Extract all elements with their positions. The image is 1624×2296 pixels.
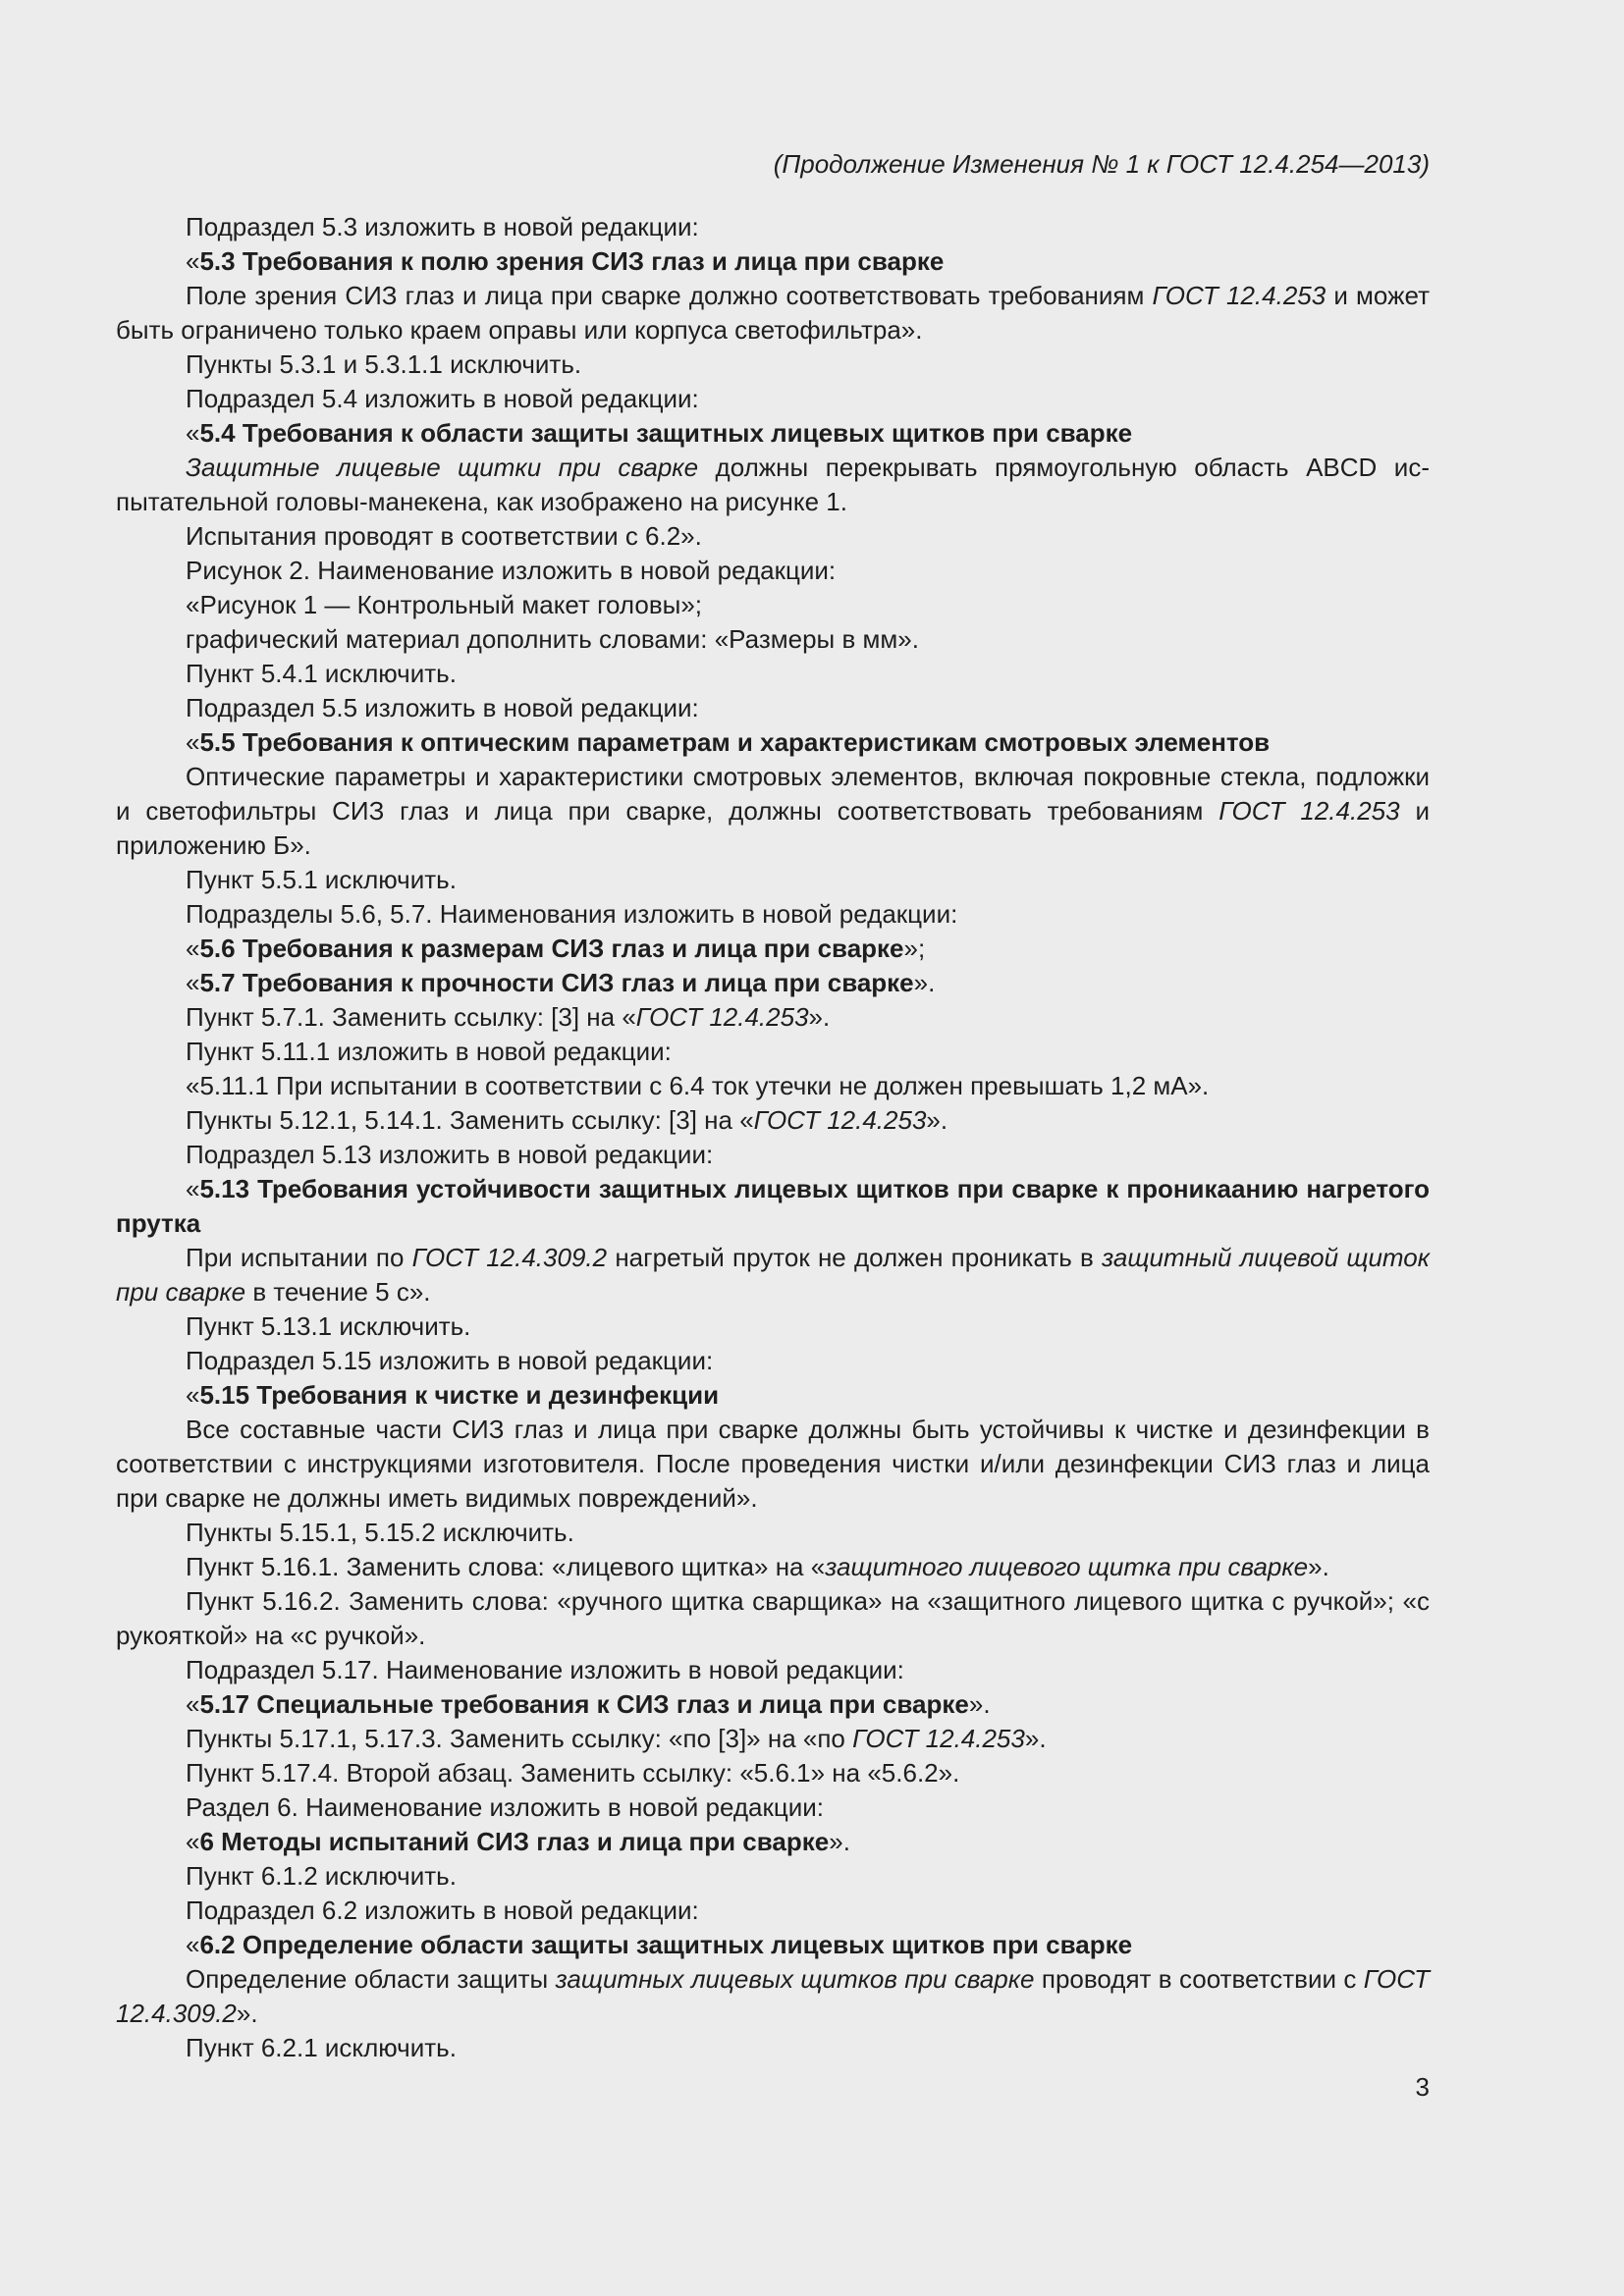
text-run: « <box>186 727 200 757</box>
text-run: »; <box>903 934 926 963</box>
bold-text: 5.17 Специальные требования к СИЗ глаз и лица при сварке <box>199 1689 969 1719</box>
text-run: «Рисунок 1 — Контрольный макет головы»; <box>186 590 703 619</box>
text-run: Подраздел 5.13 изложить в новой редакции: <box>186 1140 714 1169</box>
text-run: ». <box>1308 1552 1329 1581</box>
italic-text: ГОСТ 12.4.253 <box>1218 796 1400 826</box>
text-run: Пункт 5.16.1. Заменить слова: «лицевого щитка» на « <box>186 1552 826 1581</box>
text-run: Подраздел 5.17. Наименование изложить в новой редакции: <box>186 1655 904 1684</box>
italic-text: защитного лицевого щитка при сварке <box>825 1552 1309 1581</box>
italic-text: защитный лицевой щиток при сварке <box>116 1243 1431 1307</box>
text-run: Пункт 6.1.2 исключить. <box>186 1861 457 1891</box>
paragraph <box>116 863 1430 897</box>
paragraph <box>116 451 1430 519</box>
text-run: ». <box>926 1105 948 1135</box>
page-header: (Продолжение Изменения № 1 к ГОСТ 12.4.254—2013) <box>773 149 1430 179</box>
paragraph <box>116 1413 1430 1516</box>
paragraph <box>116 1035 1430 1069</box>
text-run: Рисунок 2. Наименование изложить в новой редакции: <box>186 556 837 585</box>
paragraph <box>116 1756 1430 1790</box>
bold-text: 5.15 Требования к чистке и дезинфекции <box>199 1380 720 1410</box>
paragraph <box>116 1378 1430 1413</box>
paragraph <box>116 897 1430 932</box>
paragraph <box>116 244 1430 279</box>
italic-text: Защитные лицевые щитки при сварке <box>186 453 699 482</box>
italic-text: защитных лицевых щитков при сварке <box>555 1964 1035 1994</box>
text-run: и приложению Б». <box>116 796 1430 860</box>
text-run: « <box>186 1380 200 1410</box>
paragraph <box>116 622 1430 657</box>
italic-text: ГОСТ 12.4.253 <box>852 1724 1025 1753</box>
paragraph <box>116 1241 1430 1309</box>
text-run: Подраздел 5.15 изложить в новой редакции: <box>186 1346 714 1375</box>
paragraph <box>116 1894 1430 1928</box>
paragraph <box>116 966 1430 1000</box>
page-number: 3 <box>1415 2072 1430 2102</box>
paragraph <box>116 691 1430 725</box>
bold-text: 6 Методы испытаний СИЗ глаз и лица при сварке <box>199 1827 830 1856</box>
paragraph <box>116 1000 1430 1035</box>
paragraph <box>116 657 1430 691</box>
text-run: Оптические параметры и характеристики смотровых элементов, включая покровные стекла, подложки и светофильтры СИЗ глаз и лица при сварке, должны соответствовать требованиям <box>116 762 1430 826</box>
paragraph <box>116 1309 1430 1344</box>
paragraph <box>116 1825 1430 1859</box>
paragraph <box>116 1790 1430 1825</box>
paragraph <box>116 210 1430 244</box>
text-run: Пункт 6.2.1 исключить. <box>186 2033 457 2062</box>
italic-text: ГОСТ 12.4.309.2 <box>411 1243 608 1272</box>
paragraph <box>116 382 1430 416</box>
text-run: Подраздел 5.4 изложить в новой редакции: <box>186 384 699 413</box>
text-run: Пункт 5.4.1 исключить. <box>186 659 457 688</box>
paragraph <box>116 1584 1430 1653</box>
paragraph <box>116 279 1430 347</box>
bold-text: 6.2 Определение области защиты защитных лицевых щитков при сварке <box>199 1930 1133 1959</box>
text-run: Определение области защиты <box>186 1964 556 1994</box>
text-run: « <box>186 1930 200 1959</box>
paragraph <box>116 760 1430 863</box>
italic-text: ГОСТ 12.4.253 <box>753 1105 927 1135</box>
text-run: Пункты 5.15.1, 5.15.2 исключить. <box>186 1518 574 1547</box>
text-run: Раздел 6. Наименование изложить в новой редакции: <box>186 1792 824 1822</box>
paragraph <box>116 1069 1430 1103</box>
paragraph <box>116 1516 1430 1550</box>
paragraph <box>116 347 1430 382</box>
text-run: Поле зрения СИЗ глаз и лица при сварке должно соответствовать требованиям <box>186 281 1153 310</box>
text-run: Подраздел 6.2 изложить в новой редакции: <box>186 1896 699 1925</box>
italic-text: ГОСТ 12.4.309.2 <box>116 1964 1430 2028</box>
text-run: и может быть ограничено только краем оправы или корпуса светофильтра». <box>116 281 1430 345</box>
text-run: ». <box>913 968 936 997</box>
text-run: Пункт 5.5.1 исключить. <box>186 865 457 894</box>
paragraph <box>116 1138 1430 1172</box>
paragraph <box>116 519 1430 554</box>
text-run: Пункт 5.17.4. Второй абзац. Заменить ссылку: «5.6.1» на «5.6.2». <box>186 1758 960 1788</box>
text-run: Пункт 5.16.2. Заменить слова: «ручного щитка сварщика» на «защитного лицевого щитка с ручкой»; «с рукояткой» на «с ручкой». <box>116 1586 1430 1650</box>
text-run: « <box>186 1174 200 1203</box>
paragraph <box>116 1344 1430 1378</box>
paragraph <box>116 725 1430 760</box>
bold-text: 5.7 Требования к прочности СИЗ глаз и лица при сварке <box>199 968 914 997</box>
italic-text: ГОСТ 12.4.253 <box>635 1002 809 1032</box>
bold-text: 5.13 Требования устойчивости защитных лицевых щитков при сварке к проникаанию нагретого прутка <box>116 1174 1430 1238</box>
bold-text: 5.4 Требования к области защиты защитных лицевых щитков при сварке <box>199 418 1133 448</box>
bold-text: 5.5 Требования к оптическим параметрам и характеристикам смотровых элементов <box>199 727 1271 757</box>
paragraph <box>116 1687 1430 1722</box>
text-run: Пункты 5.12.1, 5.14.1. Заменить ссылку: [3] на « <box>186 1105 754 1135</box>
text-run: Пункт 5.11.1 изложить в новой редакции: <box>186 1037 672 1066</box>
text-run: графический материал дополнить словами: «Размеры в мм». <box>186 624 919 654</box>
paragraph <box>116 1928 1430 1962</box>
text-run: должны перекрывать прямоугольную область ABCD испытательной головы-манекена, как изображено на рисунке 1. <box>116 453 1430 516</box>
text-run: ». <box>1024 1724 1047 1753</box>
paragraph <box>116 932 1430 966</box>
paragraph <box>116 1550 1430 1584</box>
text-run: Пункты 5.17.1, 5.17.3. Заменить ссылку: «по [3]» на «по <box>186 1724 853 1753</box>
text-run: Все составные части СИЗ глаз и лица при сварке должны быть устойчивы к чистке и дезинфекции в соответствии с инструкциями изготовителя. После проведения чистки и/или дезинфекции СИЗ глаз и лица при сварке не должны иметь видимых повреждений». <box>116 1415 1430 1513</box>
paragraph <box>116 1722 1430 1756</box>
bold-text: 5.3 Требования к полю зрения СИЗ глаз и лица при сварке <box>199 246 945 276</box>
text-run: ». <box>829 1827 850 1856</box>
text-run: в течение 5 с». <box>245 1277 431 1307</box>
text-run: « <box>186 1827 200 1856</box>
text-run: проводят в соответствии с <box>1034 1964 1364 1994</box>
text-run: «5.11.1 При испытании в соответствии с 6.4 ток утечки не должен превышать 1,2 мА». <box>186 1071 1210 1100</box>
paragraph <box>116 588 1430 622</box>
text-run: ». <box>236 1999 258 2028</box>
text-run: « <box>186 246 200 276</box>
text-run: « <box>186 934 200 963</box>
text-run: Пункт 5.7.1. Заменить ссылку: [3] на « <box>186 1002 636 1032</box>
text-run: Подраздел 5.5 изложить в новой редакции: <box>186 693 699 722</box>
text-run: При испытании по <box>186 1243 412 1272</box>
text-run: ». <box>968 1689 991 1719</box>
text-run: Пункты 5.3.1 и 5.3.1.1 исключить. <box>186 349 582 379</box>
text-run: « <box>186 1689 200 1719</box>
paragraph <box>116 416 1430 451</box>
paragraph <box>116 1859 1430 1894</box>
paragraph <box>116 2031 1430 2065</box>
text-run: ». <box>808 1002 831 1032</box>
paragraph <box>116 1653 1430 1687</box>
paragraph <box>116 554 1430 588</box>
document-body <box>116 210 1430 2065</box>
text-run: « <box>186 968 200 997</box>
bold-text: 5.6 Требования к размерам СИЗ глаз и лица при сварке <box>199 934 904 963</box>
italic-text: ГОСТ 12.4.253 <box>1152 281 1326 310</box>
paragraph <box>116 1172 1430 1241</box>
text-run: Испытания проводят в соответствии с 6.2». <box>186 521 702 551</box>
paragraph <box>116 1103 1430 1138</box>
text-run: Подразделы 5.6, 5.7. Наименования изложить в новой редакции: <box>186 899 958 929</box>
text-run: Подраздел 5.3 изложить в новой редакции: <box>186 212 699 241</box>
text-run: « <box>186 418 200 448</box>
paragraph <box>116 1962 1430 2031</box>
text-run: Пункт 5.13.1 исключить. <box>186 1311 471 1341</box>
text-run: нагретый пруток не должен проникать в <box>607 1243 1103 1272</box>
